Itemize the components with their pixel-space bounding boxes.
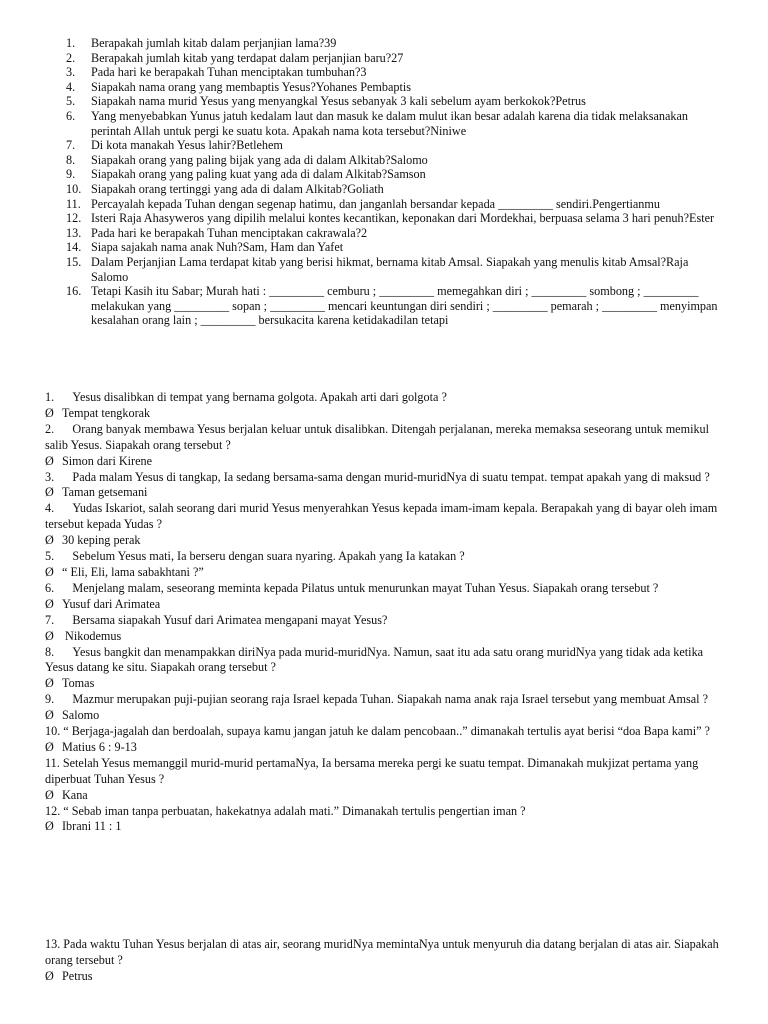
- empty-set-bullet-icon: Ø: [45, 708, 54, 723]
- numbered-question-list: [66, 36, 726, 328]
- answer-text: Ibrani 11 : 1: [62, 819, 122, 834]
- question-number: 7.: [45, 612, 55, 627]
- item-number: 4.: [66, 79, 76, 94]
- question-number: 10.: [45, 724, 61, 739]
- empty-set-bullet-icon: Ø: [45, 485, 54, 500]
- question: [45, 613, 725, 629]
- list-item: [66, 255, 726, 284]
- list-item: [66, 109, 726, 138]
- item-text: Siapakah nama murid Yesus yang menyangkal Yesus sebanyak 3 kali sebelum ayam berkokok?Petrus: [91, 94, 586, 109]
- question: [45, 470, 725, 486]
- question: [45, 692, 725, 708]
- answer: [45, 629, 725, 645]
- empty-set-bullet-icon: Ø: [45, 453, 54, 468]
- question-number: 12.: [45, 803, 61, 818]
- question-text: “ Berjaga-jagalah dan berdoalah, supaya kamu jangan jatuh ke dalam pencobaan..” dimanakah tertulis ayat berisi “doa Bapa kami” ?: [63, 724, 710, 739]
- question-number: 3.: [45, 469, 55, 484]
- item-number: 6.: [66, 108, 76, 123]
- empty-set-bullet-icon: Ø: [45, 676, 54, 691]
- question-text: Yesus bangkit dan menampakkan diriNya pada murid-muridNya. Namun, saat itu ada satu orang muridNya yang tidak ada ketika Yesus datang ke situ. Siapakah orang tersebut ?: [45, 644, 704, 675]
- spacer: [54, 390, 72, 404]
- list-item: [66, 51, 726, 66]
- answer: [45, 740, 725, 756]
- answer-text: Yusuf dari Arimatea: [62, 596, 161, 611]
- list-item: [66, 197, 726, 212]
- answer-text: Matius 6 : 9-13: [62, 739, 137, 754]
- answer: [45, 454, 725, 470]
- list-item: [66, 240, 726, 255]
- question: [45, 501, 725, 533]
- question-text: “ Sebab iman tanpa perbuatan, hakekatnya adalah mati.” Dimanakah tertulis pengertian iman ?: [63, 803, 526, 818]
- answer-text: “ Eli, Eli, lama sabakhtani ?”: [62, 564, 204, 579]
- item-text: Pada hari ke berapakah Tuhan menciptakan tumbuhan?3: [91, 65, 367, 80]
- question-text: Sebelum Yesus mati, Ia berseru dengan suara nyaring. Apakah yang Ia katakan ?: [72, 549, 465, 564]
- question: [45, 390, 725, 406]
- item-text: Siapakah nama orang yang membaptis Yesus?Yohanes Pembaptis: [91, 79, 411, 94]
- list-item: [66, 80, 726, 95]
- question-text: Yesus disalibkan di tempat yang bernama golgota. Apakah arti dari golgota ?: [72, 390, 447, 404]
- list-item: [66, 153, 726, 168]
- question-number: 9.: [45, 692, 55, 707]
- empty-set-bullet-icon: Ø: [45, 819, 54, 834]
- item-number: 14.: [66, 240, 82, 255]
- item-text: Siapakah orang yang paling bijak yang ada di dalam Alkitab?Salomo: [91, 152, 428, 167]
- spacer: [54, 692, 72, 706]
- question-number: 8.: [45, 644, 55, 659]
- question-text: Menjelang malam, seseorang meminta kepada Pilatus untuk menurunkan mayat Tuhan Yesus. Siapakah orang tersebut ?: [72, 580, 659, 595]
- question-number: 13.: [45, 937, 61, 951]
- item-number: 12.: [66, 211, 82, 226]
- question: [45, 645, 725, 677]
- list-item: [66, 65, 726, 80]
- spacer: [54, 581, 72, 595]
- item-number: 9.: [66, 167, 76, 182]
- answer: [45, 597, 725, 613]
- empty-set-bullet-icon: Ø: [45, 596, 54, 611]
- empty-set-bullet-icon: Ø: [45, 564, 54, 579]
- list-item: [66, 211, 726, 226]
- question-text: Pada malam Yesus di tangkap, Ia sedang bersama-sama dengan murid-muridNya di suatu tempat. tempat apakah yang di maksud ?: [72, 469, 710, 484]
- item-number: 13.: [66, 225, 82, 240]
- item-text: Di kota manakah Yesus lahir?Betlehem: [91, 138, 283, 153]
- list-item: [66, 138, 726, 153]
- answer: [45, 708, 725, 724]
- answer: [45, 969, 725, 985]
- item-text: Percayalah kepada Tuhan dengan segenap hatimu, dan janganlah bersandar kepada _________ sendiri.Pengertianmu: [91, 196, 660, 211]
- item-number: 1.: [66, 36, 76, 50]
- empty-set-bullet-icon: Ø: [45, 628, 54, 643]
- question-number: 5.: [45, 549, 55, 564]
- question-text: Orang banyak membawa Yesus berjalan keluar untuk disalibkan. Ditengah perjalanan, mereka memaksa seseorang untuk memikul salib Yesus. Siapakah orang tersebut ?: [45, 421, 710, 452]
- item-number: 10.: [66, 181, 82, 196]
- answer-text: Kana: [62, 787, 88, 802]
- answer-text: Petrus: [62, 968, 93, 983]
- question-number: 4.: [45, 501, 55, 516]
- item-number: 7.: [66, 138, 76, 153]
- item-number: 16.: [66, 284, 82, 299]
- answer: [45, 676, 725, 692]
- answer-text: Tempat tengkorak: [62, 405, 151, 420]
- question-text: Setelah Yesus memanggil murid-murid pertamaNya, Ia bersama mereka pergi ke suatu tempat. Dimanakah mukjizat pertama yang diperbuat Tuhan Yesus ?: [45, 755, 699, 786]
- item-number: 3.: [66, 65, 76, 80]
- list-item: [66, 167, 726, 182]
- item-text: Berapakah jumlah kitab yang terdapat dalam perjanjian baru?27: [91, 50, 404, 65]
- answer: [45, 788, 725, 804]
- empty-set-bullet-icon: Ø: [45, 533, 54, 548]
- spacer: [54, 613, 72, 627]
- question: [45, 937, 725, 969]
- empty-set-bullet-icon: Ø: [45, 739, 54, 754]
- item-number: 5.: [66, 94, 76, 109]
- question: [45, 422, 725, 454]
- item-text: Dalam Perjanjian Lama terdapat kitab yang berisi hikmat, bernama kitab Amsal. Siapakah yang menulis kitab Amsal?Raja Salomo: [91, 254, 689, 284]
- item-text: Isteri Raja Ahasyweros yang dipilih melalui kontes kecantikan, keponakan dari Mordekhai, berpuasa selama 3 hari penuh?Ester: [91, 211, 715, 226]
- question-number: 6.: [45, 580, 55, 595]
- answer: [45, 565, 725, 581]
- item-number: 11.: [66, 196, 81, 211]
- list-item: [66, 36, 726, 51]
- spacer: [54, 501, 72, 515]
- question-number: 1.: [45, 390, 55, 404]
- item-text: Siapakah orang yang paling kuat yang ada di dalam Alkitab?Samson: [91, 167, 426, 182]
- question: [45, 581, 725, 597]
- item-text: Siapakah orang tertinggi yang ada di dalam Alkitab?Goliath: [91, 181, 384, 196]
- answer: [45, 533, 725, 549]
- question-number: 2.: [45, 421, 55, 436]
- question-number: 11.: [45, 755, 60, 770]
- question-text: Yudas Iskariot, salah seorang dari murid Yesus menyerahkan Yesus kepada imam-imam kepala. Berapakah yang di bayar oleh imam tersebut kepada Yudas ?: [45, 501, 718, 532]
- list-item: [66, 94, 726, 109]
- spacer: [54, 470, 72, 484]
- question: [45, 724, 725, 740]
- item-text: Berapakah jumlah kitab dalam perjanjian lama?39: [91, 36, 337, 50]
- answer: [45, 485, 725, 501]
- answer-text: Tomas: [62, 676, 95, 691]
- question: [45, 549, 725, 565]
- item-text: Siapa sajakah nama anak Nuh?Sam, Ham dan Yafet: [91, 240, 344, 255]
- list-item: [66, 284, 726, 328]
- answer-text: 30 keping perak: [62, 533, 141, 548]
- qa-list: [45, 390, 725, 835]
- answer-text: Salomo: [62, 708, 100, 723]
- item-text: Pada hari ke berapakah Tuhan menciptakan cakrawala?2: [91, 225, 368, 240]
- list-item: [66, 226, 726, 241]
- question-text: Mazmur merupakan puji-pujian seorang raja Israel kepada Tuhan. Siapakah nama anak raja Israel tersebut yang membuat Amsal ?: [72, 692, 708, 707]
- empty-set-bullet-icon: Ø: [45, 405, 54, 420]
- answer-text: Nikodemus: [62, 628, 122, 643]
- question-text: Pada waktu Tuhan Yesus berjalan di atas air, seorang muridNya memintaNya untuk menyuruh dia datang berjalan di atas air. Siapakah orang tersebut ?: [45, 937, 719, 967]
- answer-text: Simon dari Kirene: [62, 453, 153, 468]
- item-number: 15.: [66, 254, 82, 269]
- question-text: Bersama siapakah Yusuf dari Arimatea mengapani mayat Yesus?: [72, 612, 388, 627]
- item-number: 8.: [66, 152, 76, 167]
- spacer: [54, 422, 72, 436]
- item-number: 2.: [66, 50, 76, 65]
- item-text: Tetapi Kasih itu Sabar; Murah hati : _________ cemburu ; _________ memegahkan diri ; _________ sombong ; _________ melakukan yang _________ sopan ; _________ mencari keuntungan diri sendiri ; _________ pemarah ; _________ menyimpan kesalahan orang lain ; _________ bersukacita karena ketidakadilan tetapi: [91, 284, 718, 328]
- item-text: Yang menyebabkan Yunus jatuh kedalam laut dan masuk ke dalam mulut ikan besar adalah karena dia tidak melaksanakan perintah Allah untuk pergi ke suatu kota. Apakah nama kota tersebut?Niniwe: [91, 108, 688, 138]
- qa-list-continued: [45, 937, 725, 985]
- empty-set-bullet-icon: Ø: [45, 968, 54, 983]
- answer-text: Taman getsemani: [62, 485, 148, 500]
- question: [45, 804, 725, 820]
- empty-set-bullet-icon: Ø: [45, 787, 54, 802]
- answer: [45, 406, 725, 422]
- spacer: [54, 549, 72, 563]
- spacer: [54, 645, 72, 659]
- list-item: [66, 182, 726, 197]
- answer: [45, 819, 725, 835]
- question: [45, 756, 725, 788]
